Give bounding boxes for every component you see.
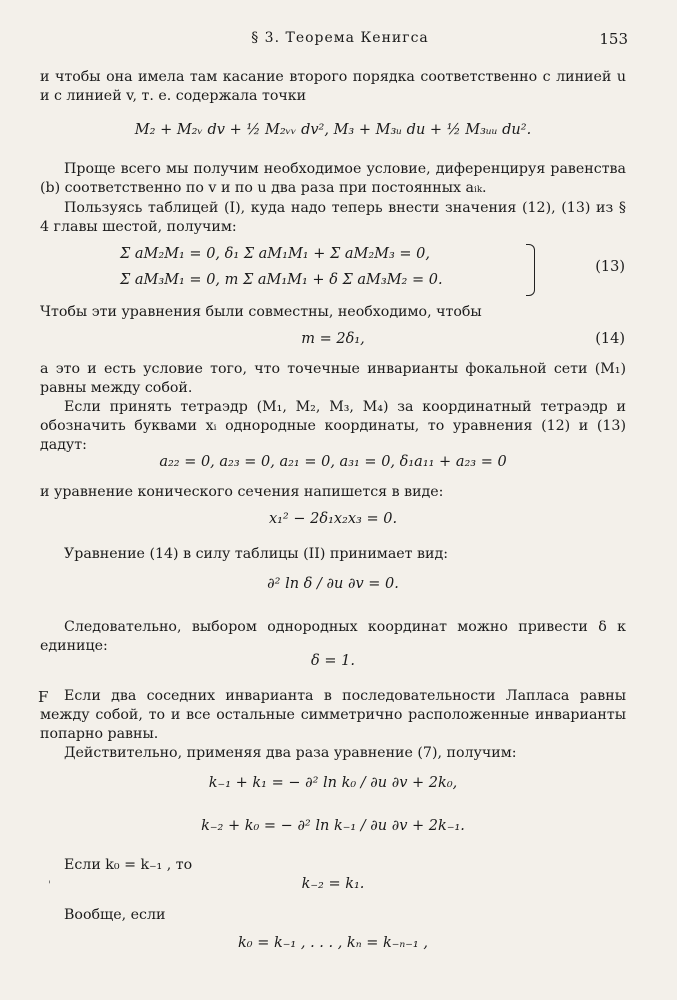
- running-title: § 3. Теорема Кенигса: [251, 30, 429, 46]
- paragraph-5: а это и есть условие того, что точечные инварианты фокальной сети (M₁) равны между собой.: [40, 361, 626, 396]
- paragraph-1: и чтобы она имела там касание второго порядка соответственно с линией u и с линией v, т. е. содержала точки: [40, 69, 626, 104]
- margin-mark: F: [38, 688, 49, 706]
- formula-delta: δ = 1.: [311, 653, 355, 669]
- formula-conic: x₁² − 2δ₁x₂x₃ = 0.: [268, 511, 398, 527]
- formula-k2: k₋₂ + k₀ = − ∂² ln k₋₁ / ∂u ∂v + 2k₋₁.: [201, 818, 465, 834]
- paragraph-8: Уравнение (14) в силу таблицы (II) принимает вид:: [64, 546, 448, 562]
- paragraph-10: Если два соседних инварианта в последовательности Лапласа равны между собой, то и все остальные симметрично расположенные инварианты попарно равны.: [40, 688, 626, 742]
- paragraph-11: Действительно, применяя два раза уравнение (7), получим:: [64, 745, 517, 761]
- paragraph-7: и уравнение конического сечения напишется в виде:: [40, 484, 444, 500]
- formula-coefficients: a₂₂ = 0, a₂₃ = 0, a₂₁ = 0, a₃₁ = 0, δ₁a₁₁ + a₂₃ = 0: [159, 454, 507, 470]
- formula-k1: k₋₁ + k₁ = − ∂² ln k₀ / ∂u ∂v + 2k₀,: [208, 775, 458, 791]
- equation-number-13: (13): [595, 259, 625, 275]
- paragraph-12: Если k₀ = k₋₁ , то: [64, 857, 193, 873]
- formula-general: k₀ = k₋₁ , . . . , kₙ = k₋ₙ₋₁ ,: [238, 935, 428, 951]
- paragraph-6: Если принять тетраэдр (M₁, M₂, M₃, M₄) за координатный тетраэдр и обозначить буквами xᵢ однородные координаты, то уравнения (12) и (13) дадут:: [40, 399, 626, 453]
- system-line-1: Σ aM₂M₁ = 0, δ₁ Σ aM₁M₁ + Σ aM₂M₃ = 0,: [120, 246, 431, 262]
- formula-points: M₂ + M₂ᵥ dv + ½ M₂ᵥᵥ dv², M₃ + M₃ᵤ du + ½ M₃ᵤᵤ du².: [134, 122, 532, 138]
- system-brace: [526, 244, 535, 296]
- paragraph-13: Вообще, если: [64, 907, 166, 923]
- paragraph-4: Чтобы эти уравнения были совместны, необходимо, чтобы: [40, 304, 482, 320]
- page-number: 153: [599, 30, 628, 48]
- paragraph-3: Пользуясь таблицей (I), куда надо теперь внести значения (12), (13) из § 4 главы шестой, получим:: [40, 200, 626, 235]
- equation-number-14: (14): [595, 331, 625, 347]
- formula-k-equal: k₋₂ = k₁.: [301, 876, 365, 892]
- system-line-2: Σ aM₃M₁ = 0, m Σ aM₁M₁ + δ Σ aM₃M₂ = 0.: [120, 272, 443, 288]
- paragraph-9: Следовательно, выбором однородных координат можно привести δ к единице:: [40, 619, 626, 654]
- stray-mark: ': [48, 880, 51, 891]
- running-header: [40, 30, 640, 54]
- formula-condition: m = 2δ₁,: [301, 331, 365, 347]
- paragraph-2: Проще всего мы получим необходимое условие, диференцируя равенства (b) соответственно по v и по u два раза при постоянных aᵢₖ.: [40, 161, 626, 196]
- formula-laplace: ∂² ln δ / ∂u ∂v = 0.: [267, 576, 399, 592]
